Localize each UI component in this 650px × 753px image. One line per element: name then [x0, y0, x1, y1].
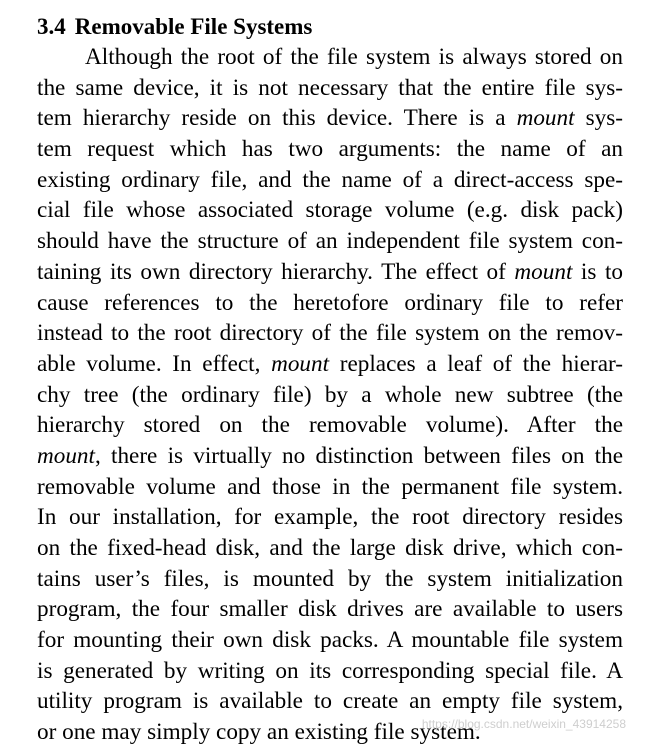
text-line [37, 257, 623, 288]
text-line [37, 165, 623, 196]
text-run: In our installation, for example, the root directory resides [37, 504, 623, 531]
text-line [37, 686, 623, 717]
text-run: or one may simply copy an existing file system. [37, 719, 481, 746]
text-line [37, 288, 623, 319]
text-line [37, 103, 623, 134]
text-run: is generated by writing on its corresponding special file. A [37, 657, 623, 684]
section-number: 3.4 [37, 14, 66, 39]
text-run: tem hierarchy reside on this device. There is a [37, 105, 517, 132]
text-run: program, the four smaller disk drives are available to users [37, 596, 623, 623]
text-run: on the fixed-head disk, and the large disk drive, which con- [37, 535, 623, 561]
text-line [37, 42, 623, 73]
text-run: tem request which has two arguments: the name of an [37, 136, 623, 163]
text-line [37, 134, 623, 165]
text-run: cial file whose associated storage volume (e.g. disk pack) [37, 197, 623, 224]
text-run: chy tree (the ordinary file) by a whole new subtree (the [37, 381, 623, 408]
italic-term: mount [271, 350, 330, 377]
text-line [37, 564, 623, 595]
text-run: removable volume and those in the permanent file system. [37, 473, 623, 500]
text-line [37, 472, 623, 503]
text-line [37, 380, 623, 411]
text-line [37, 318, 623, 349]
text-run: taining its own directory hierarchy. The effect of [37, 258, 515, 285]
italic-term: mount [514, 258, 573, 285]
italic-term: mount [37, 442, 95, 469]
text-run: cause references to the heretofore ordinary file to refer [37, 289, 623, 316]
text-run: should have the structure of an independent file system con- [37, 228, 623, 255]
text-run: is to [572, 258, 623, 285]
text-run: instead to the root directory of the file system on the remov- [37, 320, 623, 347]
text-line [37, 195, 623, 226]
section-heading [37, 13, 312, 41]
text-line [37, 625, 623, 656]
text-run: hierarchy stored on the removable volume). After the [37, 412, 623, 439]
text-line [37, 502, 623, 533]
watermark-text: https://blog.csdn.net/weixin_43914258 [421, 717, 626, 731]
text-line [37, 441, 623, 472]
text-run: tains user’s files, is mounted by the system initialization [37, 565, 623, 592]
text-run: able volume. In effect, [37, 350, 272, 377]
text-line [37, 73, 623, 104]
text-run: existing ordinary file, and the name of a direct-access spe- [37, 166, 623, 193]
text-run: replaces a leaf of the hierar- [329, 350, 624, 377]
body-paragraph [37, 42, 623, 748]
text-line [37, 410, 623, 441]
text-run: the same device, it is not necessary that the entire file sys- [37, 74, 623, 101]
text-run: utility program is available to create an empty file system, [37, 688, 623, 715]
text-run: , there is virtually no distinction between files on the [94, 442, 623, 469]
text-run: Although the root of the file system is always stored on [85, 44, 623, 70]
section-title: Removable File Systems [74, 14, 313, 39]
text-line [37, 349, 623, 380]
text-line [37, 533, 623, 564]
text-line [37, 594, 623, 625]
text-line [37, 226, 623, 257]
italic-term: mount [516, 105, 575, 132]
text-run: for mounting their own disk packs. A mountable file system [37, 627, 623, 654]
text-run: sys- [574, 105, 623, 132]
text-line [37, 656, 623, 687]
